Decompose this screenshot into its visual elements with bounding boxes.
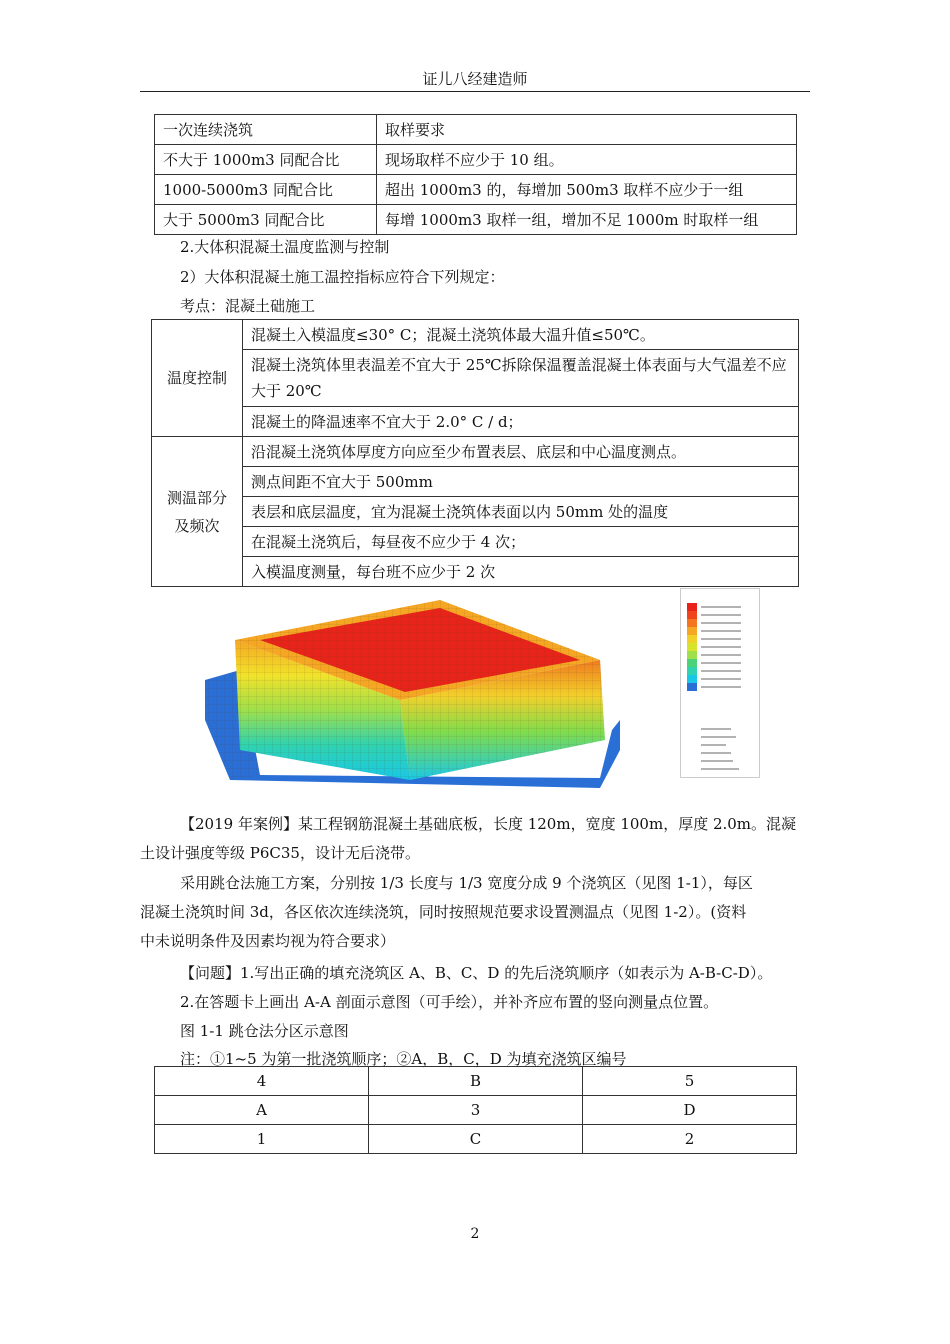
question-2: 2.在答题卡上画出 A-A 剖面示意图（可手绘），并补齐应布置的竖向测量点位置。 bbox=[180, 993, 719, 1011]
color-legend bbox=[680, 588, 760, 778]
table-row bbox=[152, 350, 799, 407]
table-cell: 在混凝土浇筑后，每昼夜不应少于 4 次； bbox=[243, 527, 799, 557]
figure-note: 注：①1~5 为第一批浇筑顺序；②A，B，C，D 为填充浇筑区编号 bbox=[180, 1050, 627, 1068]
case-paragraph-1 bbox=[140, 810, 810, 868]
table-row bbox=[152, 557, 799, 587]
zone-cell: C bbox=[369, 1125, 583, 1154]
temperature-table bbox=[151, 319, 799, 587]
zone-cell: B bbox=[369, 1067, 583, 1096]
zone-cell: 3 bbox=[369, 1096, 583, 1125]
pour-zone-grid bbox=[154, 1066, 797, 1154]
table-cell: 每增 1000m3 取样一组，增加不足 1000m 时取样一组 bbox=[377, 205, 797, 235]
table-cell: 测点间距不宜大于 500mm bbox=[243, 467, 799, 497]
table-cell: 一次连续浇筑 bbox=[155, 115, 377, 145]
table-row bbox=[152, 467, 799, 497]
table-cell: 现场取样不应少于 10 组。 bbox=[377, 145, 797, 175]
header-rule bbox=[140, 91, 810, 92]
section-subheading: 2）大体积混凝土施工温控指标应符合下列规定： bbox=[180, 268, 505, 286]
text-line: 土设计强度等级 P6C35，设计无后浇带。 bbox=[140, 844, 420, 862]
exam-point-note: 考点：混凝土础施工 bbox=[180, 297, 316, 315]
page-number: 2 bbox=[470, 1226, 480, 1242]
label-line: 及频次 bbox=[174, 516, 220, 535]
table-row bbox=[152, 437, 799, 467]
table-row bbox=[155, 1067, 797, 1096]
text-line: 【2019 年案例】某工程钢筋混凝土基础底板，长度 120m，宽度 100m，厚度 2.0m。混凝 bbox=[180, 815, 797, 833]
table-row bbox=[152, 527, 799, 557]
zone-cell: D bbox=[583, 1096, 797, 1125]
zone-cell: 5 bbox=[583, 1067, 797, 1096]
table-row bbox=[155, 175, 797, 205]
table-cell: 大于 5000m3 同配合比 bbox=[155, 205, 377, 235]
table-cell: 入模温度测量，每台班不应少于 2 次 bbox=[243, 557, 799, 587]
page-header: 证儿八经建造师 bbox=[422, 70, 528, 88]
zone-cell: 4 bbox=[155, 1067, 369, 1096]
text-line: 中未说明条件及因素均视为符合要求） bbox=[140, 932, 396, 950]
zone-cell: 2 bbox=[583, 1125, 797, 1154]
table-row bbox=[152, 497, 799, 527]
figure-title: 图 1-1 跳仓法分区示意图 bbox=[180, 1022, 349, 1040]
table-cell: 混凝土浇筑体里表温差不宜大于 25℃拆除保温覆盖混凝土体表面与大气温差不应大于 20℃ bbox=[243, 350, 799, 407]
sampling-table bbox=[154, 114, 797, 235]
table-row bbox=[155, 145, 797, 175]
text-line: 采用跳仓法施工方案，分别按 1/3 长度与 1/3 宽度分成 9 个浇筑区（见图 1-1），每区 bbox=[180, 874, 753, 892]
text-line: 混凝土浇筑时间 3d，各区依次连续浇筑，同时按照规范要求设置测温点（见图 1-2）。(资料 bbox=[140, 903, 747, 921]
table-cell: 超出 1000m3 的，每增加 500m3 取样不应少于一组 bbox=[377, 175, 797, 205]
table-cell: 取样要求 bbox=[377, 115, 797, 145]
table-row bbox=[152, 407, 799, 437]
table-cell: 混凝土的降温速率不宜大于 2.0° C / d； bbox=[243, 407, 799, 437]
table-cell: 沿混凝土浇筑体厚度方向应至少布置表层、底层和中心温度测点。 bbox=[243, 437, 799, 467]
table-row bbox=[155, 115, 797, 145]
section-heading: 2.大体积混凝土温度监测与控制 bbox=[180, 238, 390, 256]
label-line: 测温部分 bbox=[166, 488, 227, 507]
zone-cell: 1 bbox=[155, 1125, 369, 1154]
question-1: 【问题】1.写出正确的填充浇筑区 A、B、C、D 的先后浇筑顺序（如表示为 A-B-C-D）。 bbox=[180, 964, 773, 982]
table-cell: 1000-5000m3 同配合比 bbox=[155, 175, 377, 205]
group-label-temp-control: 温度控制 bbox=[152, 320, 243, 437]
case-paragraph-2 bbox=[140, 869, 810, 956]
thermal-simulation-image bbox=[200, 600, 620, 790]
table-row bbox=[152, 320, 799, 350]
zone-cell: A bbox=[155, 1096, 369, 1125]
table-row bbox=[155, 1096, 797, 1125]
table-row bbox=[155, 205, 797, 235]
group-label-measurement bbox=[152, 437, 243, 587]
table-row bbox=[155, 1125, 797, 1154]
table-cell: 混凝土入模温度≤30° C；混凝土浇筑体最大温升值≤50℃。 bbox=[243, 320, 799, 350]
table-cell: 不大于 1000m3 同配合比 bbox=[155, 145, 377, 175]
table-cell: 表层和底层温度，宜为混凝土浇筑体表面以内 50mm 处的温度 bbox=[243, 497, 799, 527]
